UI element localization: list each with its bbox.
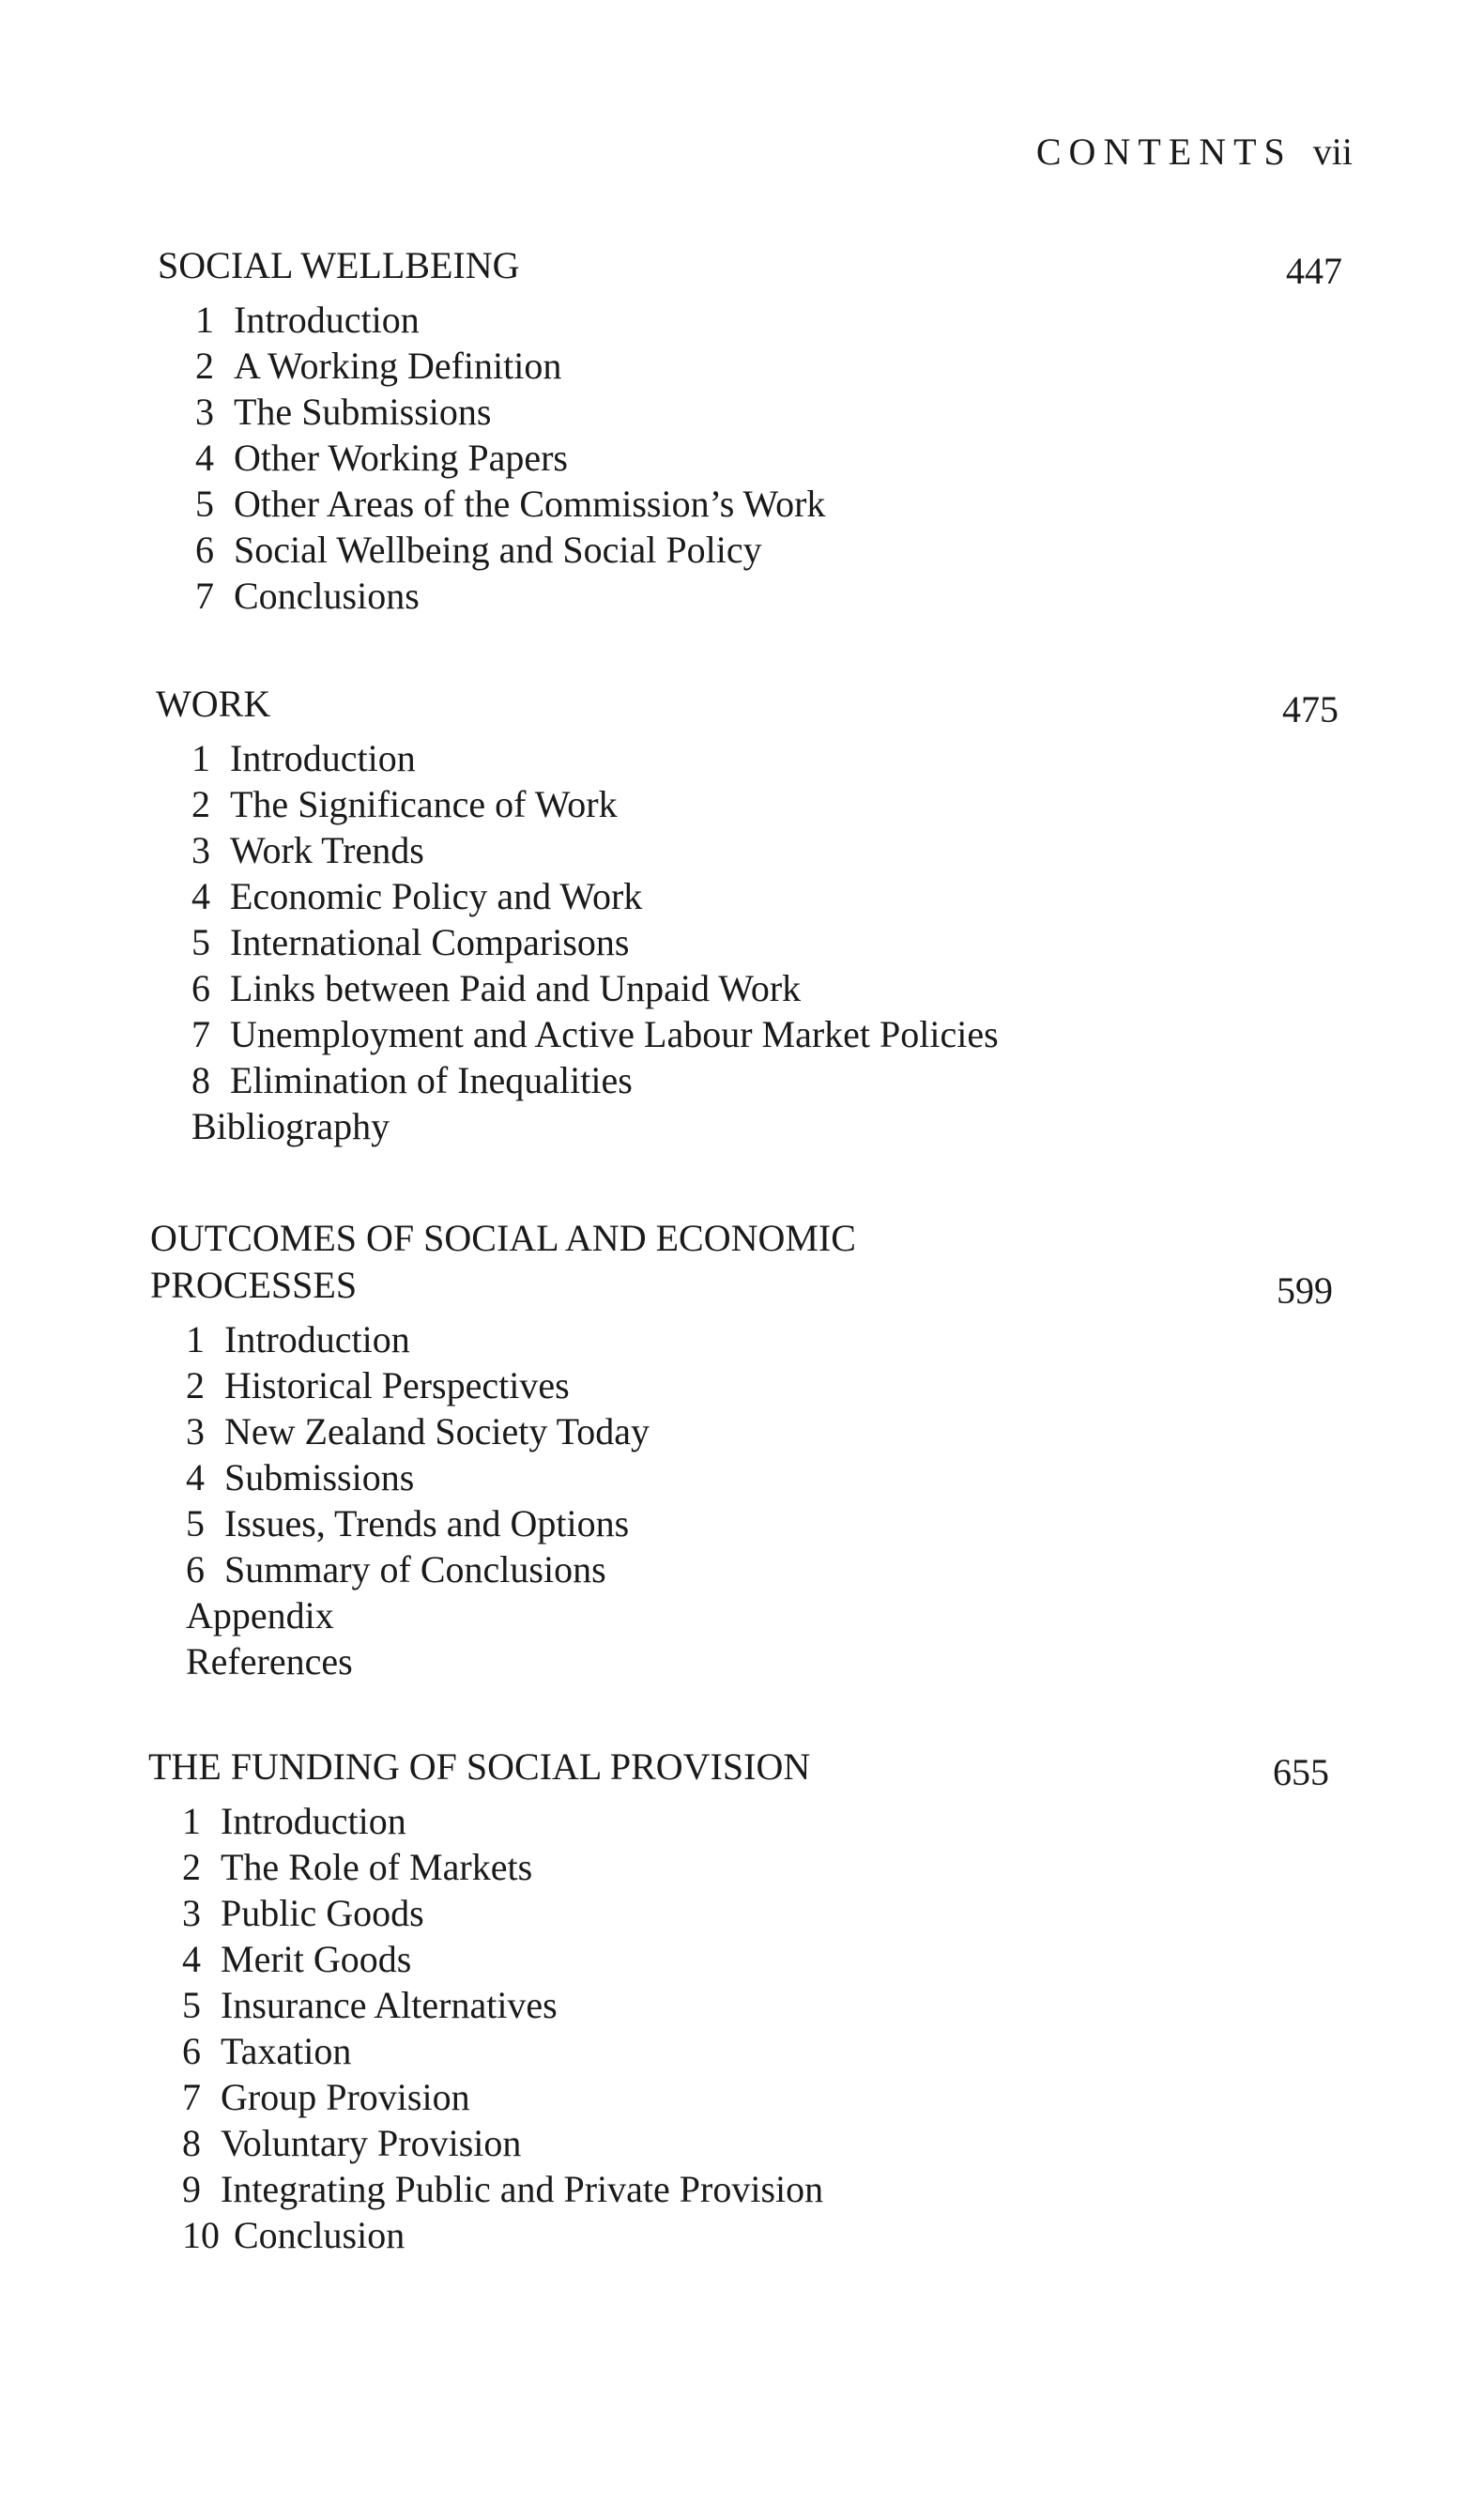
section-item-list: [195, 297, 1342, 619]
item-title: The Role of Markets: [221, 1846, 533, 1888]
item-number: 6: [195, 529, 214, 571]
item-number: 2: [186, 1364, 205, 1406]
section-title-line-1: OUTCOMES OF SOCIAL AND ECONOMIC: [150, 1217, 856, 1259]
section-page-number: 655: [1273, 1751, 1329, 1793]
item-number: 3: [195, 391, 214, 433]
toc-section-work: [156, 681, 1339, 1149]
item-title: Conclusions: [234, 575, 420, 617]
toc-item: [182, 1890, 1329, 1936]
item-number: 1: [191, 737, 210, 779]
item-title: Links between Paid and Unpaid Work: [230, 967, 802, 1009]
toc-item: [182, 2166, 1329, 2212]
toc-item: [182, 1798, 1329, 1844]
toc-section-funding: [148, 1744, 1329, 2258]
item-number: 5: [182, 1984, 201, 2026]
item-number: 10: [182, 2214, 220, 2256]
item-number: 4: [186, 1456, 205, 1498]
toc-item: [191, 873, 1339, 919]
item-number: 6: [191, 967, 210, 1009]
section-item-list: [182, 1798, 1329, 2258]
toc-item: [195, 435, 1342, 481]
item-number: 7: [195, 575, 214, 617]
section-heading: [158, 242, 1342, 292]
running-head-label: CONTENTS: [1035, 131, 1293, 173]
item-number: 1: [186, 1318, 205, 1360]
item-number: 2: [182, 1846, 201, 1888]
item-number: 4: [195, 437, 214, 479]
item-title: Public Goods: [221, 1892, 424, 1934]
section-heading: [148, 1744, 1329, 1793]
item-title: Other Areas of the Commission’s Work: [234, 483, 826, 525]
item-title: The Submissions: [234, 391, 492, 433]
toc-item: [195, 297, 1342, 343]
toc-item: [191, 735, 1339, 781]
item-title: Conclusion: [234, 2214, 405, 2256]
toc-item: [191, 965, 1339, 1011]
toc-item: [182, 2212, 1329, 2258]
item-title: Submissions: [224, 1456, 415, 1498]
item-number: 3: [182, 1892, 201, 1934]
item-number: 7: [191, 1013, 210, 1055]
item-number: 1: [182, 1800, 201, 1842]
section-page-number: 447: [1286, 250, 1342, 292]
running-head: [1036, 130, 1353, 174]
toc-item: [191, 827, 1339, 873]
section-item-list: [191, 735, 1339, 1149]
toc-item: [191, 1057, 1339, 1103]
item-title: New Zealand Society Today: [224, 1410, 650, 1452]
section-title-line-2: PROCESSES: [150, 1264, 358, 1306]
item-title: Social Wellbeing and Social Policy: [234, 529, 762, 571]
item-title: Insurance Alternatives: [221, 1984, 558, 2026]
toc-item: [186, 1592, 1333, 1638]
item-title: The Significance of Work: [230, 783, 618, 825]
toc-item: [195, 527, 1342, 573]
item-title: Summary of Conclusions: [224, 1548, 606, 1591]
item-number: 5: [191, 921, 210, 963]
section-title: THE FUNDING OF SOCIAL PROVISION: [148, 1745, 811, 1788]
item-number: 8: [191, 1059, 210, 1101]
toc-item: [182, 2028, 1329, 2074]
section-title: SOCIAL WELLBEING: [158, 244, 520, 286]
toc-section-social-wellbeing: [158, 242, 1342, 619]
toc-item: [182, 1936, 1329, 1982]
item-number: 3: [186, 1410, 205, 1452]
toc-item: [186, 1362, 1333, 1408]
item-title: Appendix: [186, 1594, 334, 1637]
item-title: Other Working Papers: [234, 437, 568, 479]
toc-item: [195, 343, 1342, 389]
section-title: WORK: [156, 683, 271, 725]
item-title: Taxation: [221, 2030, 352, 2072]
item-title: Group Provision: [221, 2076, 470, 2118]
toc-item: [186, 1546, 1333, 1592]
item-title: Introduction: [230, 737, 416, 779]
section-heading: [156, 681, 1339, 728]
item-number: 6: [186, 1548, 205, 1591]
item-title: Introduction: [221, 1800, 406, 1842]
item-title: References: [186, 1640, 353, 1683]
item-number: 5: [195, 483, 214, 525]
section-item-list: [186, 1316, 1333, 1684]
toc-item: [186, 1638, 1333, 1684]
item-title: Introduction: [224, 1318, 410, 1360]
item-title: Economic Policy and Work: [230, 875, 643, 917]
item-number: 4: [182, 1938, 201, 1980]
item-number: 4: [191, 875, 210, 917]
item-title: Voluntary Provision: [221, 2122, 522, 2164]
toc-item: [182, 1844, 1329, 1890]
item-title: Historical Perspectives: [224, 1364, 570, 1406]
item-title: Issues, Trends and Options: [224, 1502, 630, 1544]
item-number: 1: [195, 299, 214, 341]
toc-item: [186, 1316, 1333, 1362]
toc-item: [191, 781, 1339, 827]
item-title: Introduction: [234, 299, 420, 341]
page-folio: vii: [1312, 131, 1353, 173]
item-title: Work Trends: [230, 829, 424, 871]
item-number: 8: [182, 2122, 201, 2164]
item-title: Integrating Public and Private Provision: [221, 2168, 824, 2210]
item-number: 7: [182, 2076, 201, 2118]
item-title: International Comparisons: [230, 921, 630, 963]
item-number: 6: [182, 2030, 201, 2072]
item-number: 2: [191, 783, 210, 825]
toc-item: [191, 1103, 1339, 1149]
item-number: 3: [191, 829, 210, 871]
item-title: Elimination of Inequalities: [230, 1059, 633, 1101]
toc-section-outcomes: [150, 1215, 1333, 1684]
section-page-number: 599: [1277, 1269, 1333, 1312]
toc-item: [195, 481, 1342, 527]
item-title: Bibliography: [191, 1105, 390, 1147]
item-number: 5: [186, 1502, 205, 1544]
section-page-number: 475: [1282, 688, 1339, 730]
toc-item: [182, 1982, 1329, 2028]
toc-item: [191, 919, 1339, 965]
item-title: Unemployment and Active Labour Market Policies: [230, 1013, 999, 1055]
item-title: A Working Definition: [234, 345, 562, 387]
item-number: 2: [195, 345, 214, 387]
item-number: 9: [182, 2168, 201, 2210]
toc-item: [195, 389, 1342, 435]
section-heading: [150, 1215, 1333, 1312]
toc-item: [195, 573, 1342, 619]
toc-item: [186, 1408, 1333, 1454]
toc-item: [182, 2074, 1329, 2120]
toc-item: [182, 2120, 1329, 2166]
item-title: Merit Goods: [221, 1938, 412, 1980]
toc-item: [186, 1454, 1333, 1500]
toc-item: [191, 1011, 1339, 1057]
toc-item: [186, 1500, 1333, 1546]
